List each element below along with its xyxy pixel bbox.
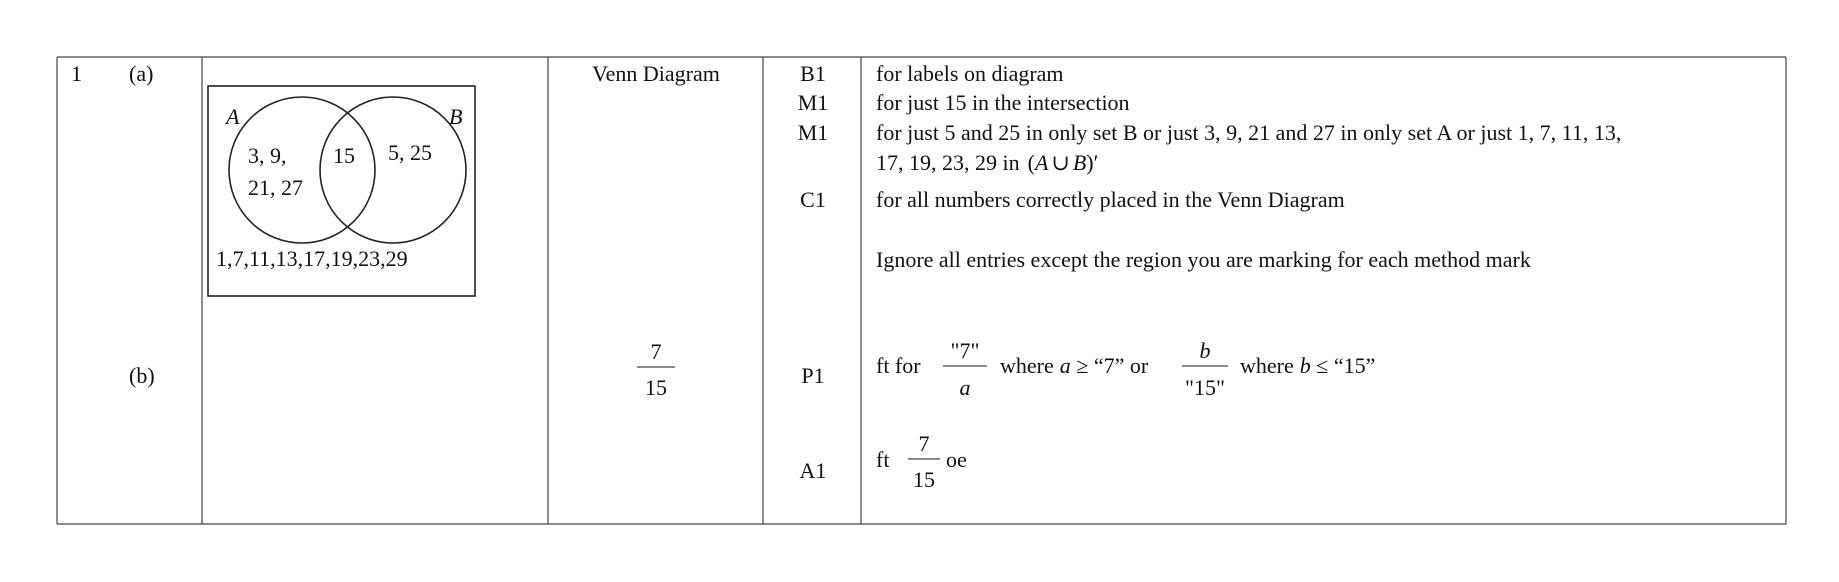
p1-ft-for: ft for <box>876 353 921 378</box>
p1-where1: where <box>1000 353 1054 378</box>
question-number: 1 <box>71 61 82 86</box>
mark-code-a1: A1 <box>799 458 827 483</box>
set-notation-union: ∪ <box>1051 150 1070 175</box>
a1-numerator: 7 <box>918 431 930 456</box>
a1-denominator: 15 <box>913 467 935 492</box>
p1-fraction2-denominator: "15" <box>1185 375 1225 400</box>
only-a-values-line1: 3, 9, <box>248 143 287 168</box>
a1-ft: ft <box>876 447 890 472</box>
p1-follow-through <box>876 338 1375 400</box>
outside-values: 1,7,11,13,17,19,23,29 <box>216 246 408 271</box>
note-b1: for labels on diagram <box>876 61 1064 86</box>
mark-code-p1: P1 <box>801 363 825 388</box>
p1-condition1-var: a <box>1059 353 1071 378</box>
note-m1-first: for just 15 in the intersection <box>876 90 1130 115</box>
set-notation-b: B <box>1072 150 1087 175</box>
p1-condition1 <box>1000 353 1149 378</box>
p1-fraction2-numerator: b <box>1199 338 1211 363</box>
only-a-values-line2: 21, 27 <box>248 175 303 200</box>
mark-code-m1-first: M1 <box>797 90 829 115</box>
note-m1-second-line2-text: 17, 19, 23, 29 in <box>876 150 1020 175</box>
note-ignore: Ignore all entries except the region you are marking for each method mark <box>876 247 1531 272</box>
set-a-label: A <box>226 104 240 129</box>
set-b-label: B <box>449 104 463 129</box>
set-b-circle <box>320 97 466 243</box>
p1-condition2 <box>1240 353 1375 378</box>
mark-code-c1: C1 <box>800 187 826 212</box>
answer-b-fraction <box>637 339 675 400</box>
p1-where2: where <box>1240 353 1294 378</box>
mark-code-m1-second: M1 <box>797 120 829 145</box>
intersection-value: 15 <box>333 143 355 168</box>
venn-diagram <box>208 86 475 296</box>
answer-b-denominator: 15 <box>645 375 667 400</box>
set-a-circle <box>229 97 375 243</box>
p1-fraction1-numerator: "7" <box>950 338 980 363</box>
only-b-values: 5, 25 <box>388 140 432 165</box>
set-notation-close: )′ <box>1086 150 1099 175</box>
note-m1-second-line1: for just 5 and 25 in only set B or just 3, 9, 21 and 27 in only set A or just 1, 7, 11, 13, <box>876 120 1622 145</box>
note-c1: for all numbers correctly placed in the Venn Diagram <box>876 187 1345 212</box>
set-notation-open: ( <box>1027 150 1035 175</box>
p1-condition2-var: b <box>1299 353 1311 378</box>
mark-code-b1: B1 <box>800 61 826 86</box>
p1-condition1-rest: ≥ “7” or <box>1070 353 1149 378</box>
part-a-label: (a) <box>129 61 154 86</box>
a1-follow-through <box>876 431 967 492</box>
part-b-label: (b) <box>129 363 155 388</box>
answer-a: Venn Diagram <box>592 61 720 86</box>
set-notation-a: A <box>1034 150 1049 175</box>
p1-fraction1-denominator: a <box>959 375 971 400</box>
note-m1-second-line2 <box>876 150 1098 175</box>
a1-oe: oe <box>946 447 967 472</box>
answer-b-numerator: 7 <box>650 339 662 364</box>
p1-condition2-rest: ≤ “15” <box>1310 353 1376 378</box>
